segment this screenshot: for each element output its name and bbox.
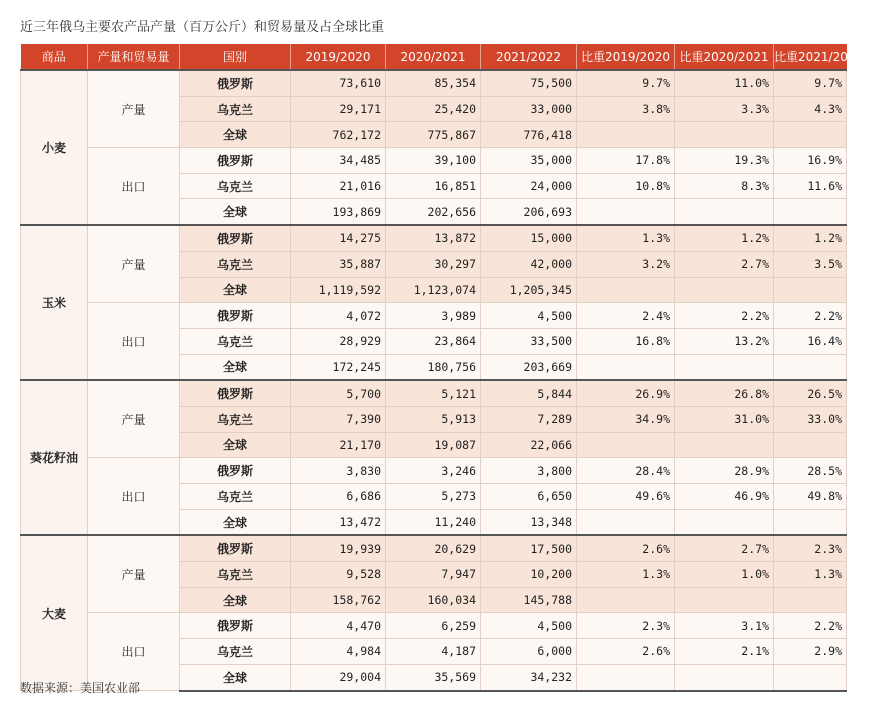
country-cell: 俄罗斯 xyxy=(180,303,291,329)
header-cell-country: 国别 xyxy=(180,44,291,70)
share-cell xyxy=(675,354,774,380)
share-cell: 11.6% xyxy=(774,173,847,199)
value-cell: 6,259 xyxy=(386,613,481,639)
value-cell: 4,470 xyxy=(291,613,386,639)
value-cell: 4,500 xyxy=(481,613,577,639)
share-cell: 2.2% xyxy=(774,303,847,329)
value-cell: 13,472 xyxy=(291,509,386,535)
metric-cell: 出口 xyxy=(88,458,180,536)
value-cell: 9,528 xyxy=(291,562,386,588)
share-cell xyxy=(675,432,774,458)
share-cell: 2.6% xyxy=(577,535,675,561)
country-cell: 全球 xyxy=(180,432,291,458)
value-cell: 33,500 xyxy=(481,328,577,354)
value-cell: 1,123,074 xyxy=(386,277,481,303)
share-cell xyxy=(577,587,675,613)
share-cell: 46.9% xyxy=(675,484,774,510)
value-cell: 23,864 xyxy=(386,328,481,354)
share-cell: 28.9% xyxy=(675,458,774,484)
header-cell-share-2021: 比重2021/2022 xyxy=(774,44,847,70)
share-cell: 26.5% xyxy=(774,380,847,406)
value-cell: 160,034 xyxy=(386,587,481,613)
table-row xyxy=(21,70,847,96)
value-cell: 4,500 xyxy=(481,303,577,329)
metric-cell: 产量 xyxy=(88,70,180,148)
value-cell: 776,418 xyxy=(481,122,577,148)
country-cell: 俄罗斯 xyxy=(180,458,291,484)
country-cell: 乌克兰 xyxy=(180,251,291,277)
share-cell: 26.8% xyxy=(675,380,774,406)
share-cell: 26.9% xyxy=(577,380,675,406)
share-cell: 1.0% xyxy=(675,562,774,588)
value-cell: 35,887 xyxy=(291,251,386,277)
share-cell xyxy=(774,509,847,535)
share-cell xyxy=(774,664,847,690)
share-cell: 10.8% xyxy=(577,173,675,199)
share-cell: 2.1% xyxy=(675,639,774,665)
value-cell: 3,830 xyxy=(291,458,386,484)
value-cell: 30,297 xyxy=(386,251,481,277)
table-row xyxy=(21,535,847,561)
country-cell: 乌克兰 xyxy=(180,406,291,432)
share-cell: 2.6% xyxy=(577,639,675,665)
share-cell xyxy=(577,509,675,535)
value-cell: 24,000 xyxy=(481,173,577,199)
header-cell-share-2020: 比重2020/2021 xyxy=(675,44,774,70)
metric-cell: 产量 xyxy=(88,380,180,458)
share-cell: 16.8% xyxy=(577,328,675,354)
value-cell: 19,939 xyxy=(291,535,386,561)
value-cell: 33,000 xyxy=(481,96,577,122)
country-cell: 全球 xyxy=(180,277,291,303)
share-cell xyxy=(774,587,847,613)
table-row xyxy=(21,458,847,484)
value-cell: 21,016 xyxy=(291,173,386,199)
share-cell xyxy=(675,664,774,690)
value-cell: 5,273 xyxy=(386,484,481,510)
commodity-cell: 小麦 xyxy=(21,70,88,225)
metric-cell: 产量 xyxy=(88,535,180,613)
value-cell: 42,000 xyxy=(481,251,577,277)
value-cell: 3,246 xyxy=(386,458,481,484)
country-cell: 全球 xyxy=(180,199,291,225)
value-cell: 15,000 xyxy=(481,225,577,251)
country-cell: 全球 xyxy=(180,664,291,690)
share-cell xyxy=(774,354,847,380)
share-cell: 16.9% xyxy=(774,148,847,174)
value-cell: 34,485 xyxy=(291,148,386,174)
share-cell xyxy=(577,354,675,380)
value-cell: 775,867 xyxy=(386,122,481,148)
share-cell xyxy=(577,199,675,225)
header-cell-2020: 2020/2021 xyxy=(386,44,481,70)
share-cell: 49.6% xyxy=(577,484,675,510)
share-cell xyxy=(675,122,774,148)
table-row xyxy=(21,380,847,406)
header-cell-2019: 2019/2020 xyxy=(291,44,386,70)
share-cell: 16.4% xyxy=(774,328,847,354)
country-cell: 乌克兰 xyxy=(180,328,291,354)
value-cell: 29,171 xyxy=(291,96,386,122)
share-cell: 9.7% xyxy=(577,70,675,96)
value-cell: 35,569 xyxy=(386,664,481,690)
commodity-cell: 玉米 xyxy=(21,225,88,380)
share-cell: 31.0% xyxy=(675,406,774,432)
share-cell: 9.7% xyxy=(774,70,847,96)
value-cell: 4,187 xyxy=(386,639,481,665)
share-cell: 3.3% xyxy=(675,96,774,122)
share-cell: 2.7% xyxy=(675,535,774,561)
share-cell: 11.0% xyxy=(675,70,774,96)
commodity-cell: 大麦 xyxy=(21,535,88,690)
table-title: 近三年俄乌主要农产品产量（百万公斤）和贸易量及占全球比重 xyxy=(20,20,385,35)
share-cell xyxy=(774,122,847,148)
country-cell: 乌克兰 xyxy=(180,639,291,665)
value-cell: 145,788 xyxy=(481,587,577,613)
share-cell: 1.2% xyxy=(675,225,774,251)
value-cell: 6,686 xyxy=(291,484,386,510)
value-cell: 1,119,592 xyxy=(291,277,386,303)
share-cell: 1.3% xyxy=(577,562,675,588)
share-cell xyxy=(577,122,675,148)
commodity-cell: 葵花籽油 xyxy=(21,380,88,535)
country-cell: 俄罗斯 xyxy=(180,70,291,96)
value-cell: 73,610 xyxy=(291,70,386,96)
share-cell: 2.2% xyxy=(774,613,847,639)
country-cell: 俄罗斯 xyxy=(180,380,291,406)
share-cell: 1.3% xyxy=(774,562,847,588)
share-cell: 28.4% xyxy=(577,458,675,484)
header-cell-share-2019: 比重2019/2020 xyxy=(577,44,675,70)
share-cell: 3.8% xyxy=(577,96,675,122)
metric-cell: 产量 xyxy=(88,225,180,303)
table-row xyxy=(21,225,847,251)
value-cell: 39,100 xyxy=(386,148,481,174)
value-cell: 206,693 xyxy=(481,199,577,225)
metric-cell: 出口 xyxy=(88,148,180,226)
table-row xyxy=(21,613,847,639)
country-cell: 俄罗斯 xyxy=(180,148,291,174)
value-cell: 17,500 xyxy=(481,535,577,561)
share-cell: 1.2% xyxy=(774,225,847,251)
country-cell: 乌克兰 xyxy=(180,562,291,588)
share-cell: 1.3% xyxy=(577,225,675,251)
country-cell: 乌克兰 xyxy=(180,96,291,122)
metric-cell: 出口 xyxy=(88,613,180,691)
share-cell: 2.9% xyxy=(774,639,847,665)
share-cell xyxy=(675,199,774,225)
value-cell: 202,656 xyxy=(386,199,481,225)
table-row xyxy=(21,303,847,329)
table-body xyxy=(21,70,847,691)
value-cell: 25,420 xyxy=(386,96,481,122)
share-cell xyxy=(675,277,774,303)
value-cell: 35,000 xyxy=(481,148,577,174)
value-cell: 3,800 xyxy=(481,458,577,484)
value-cell: 5,913 xyxy=(386,406,481,432)
value-cell: 762,172 xyxy=(291,122,386,148)
source-note: 数据来源：美国农业部 xyxy=(20,681,141,695)
share-cell: 17.8% xyxy=(577,148,675,174)
header-cell-commodity: 商品 xyxy=(21,44,88,70)
value-cell: 5,844 xyxy=(481,380,577,406)
value-cell: 21,170 xyxy=(291,432,386,458)
share-cell: 19.3% xyxy=(675,148,774,174)
country-cell: 乌克兰 xyxy=(180,173,291,199)
share-cell: 2.3% xyxy=(774,535,847,561)
share-cell xyxy=(577,664,675,690)
value-cell: 180,756 xyxy=(386,354,481,380)
value-cell: 75,500 xyxy=(481,70,577,96)
value-cell: 7,390 xyxy=(291,406,386,432)
share-cell: 3.5% xyxy=(774,251,847,277)
share-cell xyxy=(774,277,847,303)
share-cell xyxy=(774,432,847,458)
share-cell: 2.4% xyxy=(577,303,675,329)
country-cell: 全球 xyxy=(180,587,291,613)
country-cell: 俄罗斯 xyxy=(180,613,291,639)
value-cell: 203,669 xyxy=(481,354,577,380)
share-cell xyxy=(577,277,675,303)
country-cell: 俄罗斯 xyxy=(180,535,291,561)
value-cell: 3,989 xyxy=(386,303,481,329)
share-cell: 2.3% xyxy=(577,613,675,639)
share-cell: 28.5% xyxy=(774,458,847,484)
value-cell: 34,232 xyxy=(481,664,577,690)
country-cell: 全球 xyxy=(180,122,291,148)
value-cell: 1,205,345 xyxy=(481,277,577,303)
value-cell: 4,984 xyxy=(291,639,386,665)
data-table xyxy=(20,44,864,692)
share-cell: 49.8% xyxy=(774,484,847,510)
share-cell: 3.1% xyxy=(675,613,774,639)
value-cell: 5,121 xyxy=(386,380,481,406)
share-cell: 3.2% xyxy=(577,251,675,277)
value-cell: 29,004 xyxy=(291,664,386,690)
header-cell-metric: 产量和贸易量 xyxy=(88,44,180,70)
value-cell: 193,869 xyxy=(291,199,386,225)
value-cell: 4,072 xyxy=(291,303,386,329)
value-cell: 14,275 xyxy=(291,225,386,251)
share-cell xyxy=(577,432,675,458)
value-cell: 11,240 xyxy=(386,509,481,535)
value-cell: 19,087 xyxy=(386,432,481,458)
value-cell: 85,354 xyxy=(386,70,481,96)
share-cell: 34.9% xyxy=(577,406,675,432)
country-cell: 俄罗斯 xyxy=(180,225,291,251)
value-cell: 13,872 xyxy=(386,225,481,251)
value-cell: 20,629 xyxy=(386,535,481,561)
value-cell: 16,851 xyxy=(386,173,481,199)
value-cell: 6,000 xyxy=(481,639,577,665)
country-cell: 全球 xyxy=(180,509,291,535)
share-cell xyxy=(675,509,774,535)
value-cell: 5,700 xyxy=(291,380,386,406)
header-row xyxy=(21,44,847,70)
share-cell: 33.0% xyxy=(774,406,847,432)
value-cell: 158,762 xyxy=(291,587,386,613)
value-cell: 6,650 xyxy=(481,484,577,510)
header-cell-2021: 2021/2022 xyxy=(481,44,577,70)
share-cell xyxy=(774,199,847,225)
value-cell: 10,200 xyxy=(481,562,577,588)
value-cell: 28,929 xyxy=(291,328,386,354)
value-cell: 7,947 xyxy=(386,562,481,588)
share-cell: 13.2% xyxy=(675,328,774,354)
share-cell xyxy=(675,587,774,613)
value-cell: 7,289 xyxy=(481,406,577,432)
value-cell: 13,348 xyxy=(481,509,577,535)
share-cell: 2.7% xyxy=(675,251,774,277)
table-row xyxy=(21,148,847,174)
value-cell: 22,066 xyxy=(481,432,577,458)
share-cell: 4.3% xyxy=(774,96,847,122)
country-cell: 全球 xyxy=(180,354,291,380)
value-cell: 172,245 xyxy=(291,354,386,380)
share-cell: 2.2% xyxy=(675,303,774,329)
metric-cell: 出口 xyxy=(88,303,180,381)
country-cell: 乌克兰 xyxy=(180,484,291,510)
share-cell: 8.3% xyxy=(675,173,774,199)
